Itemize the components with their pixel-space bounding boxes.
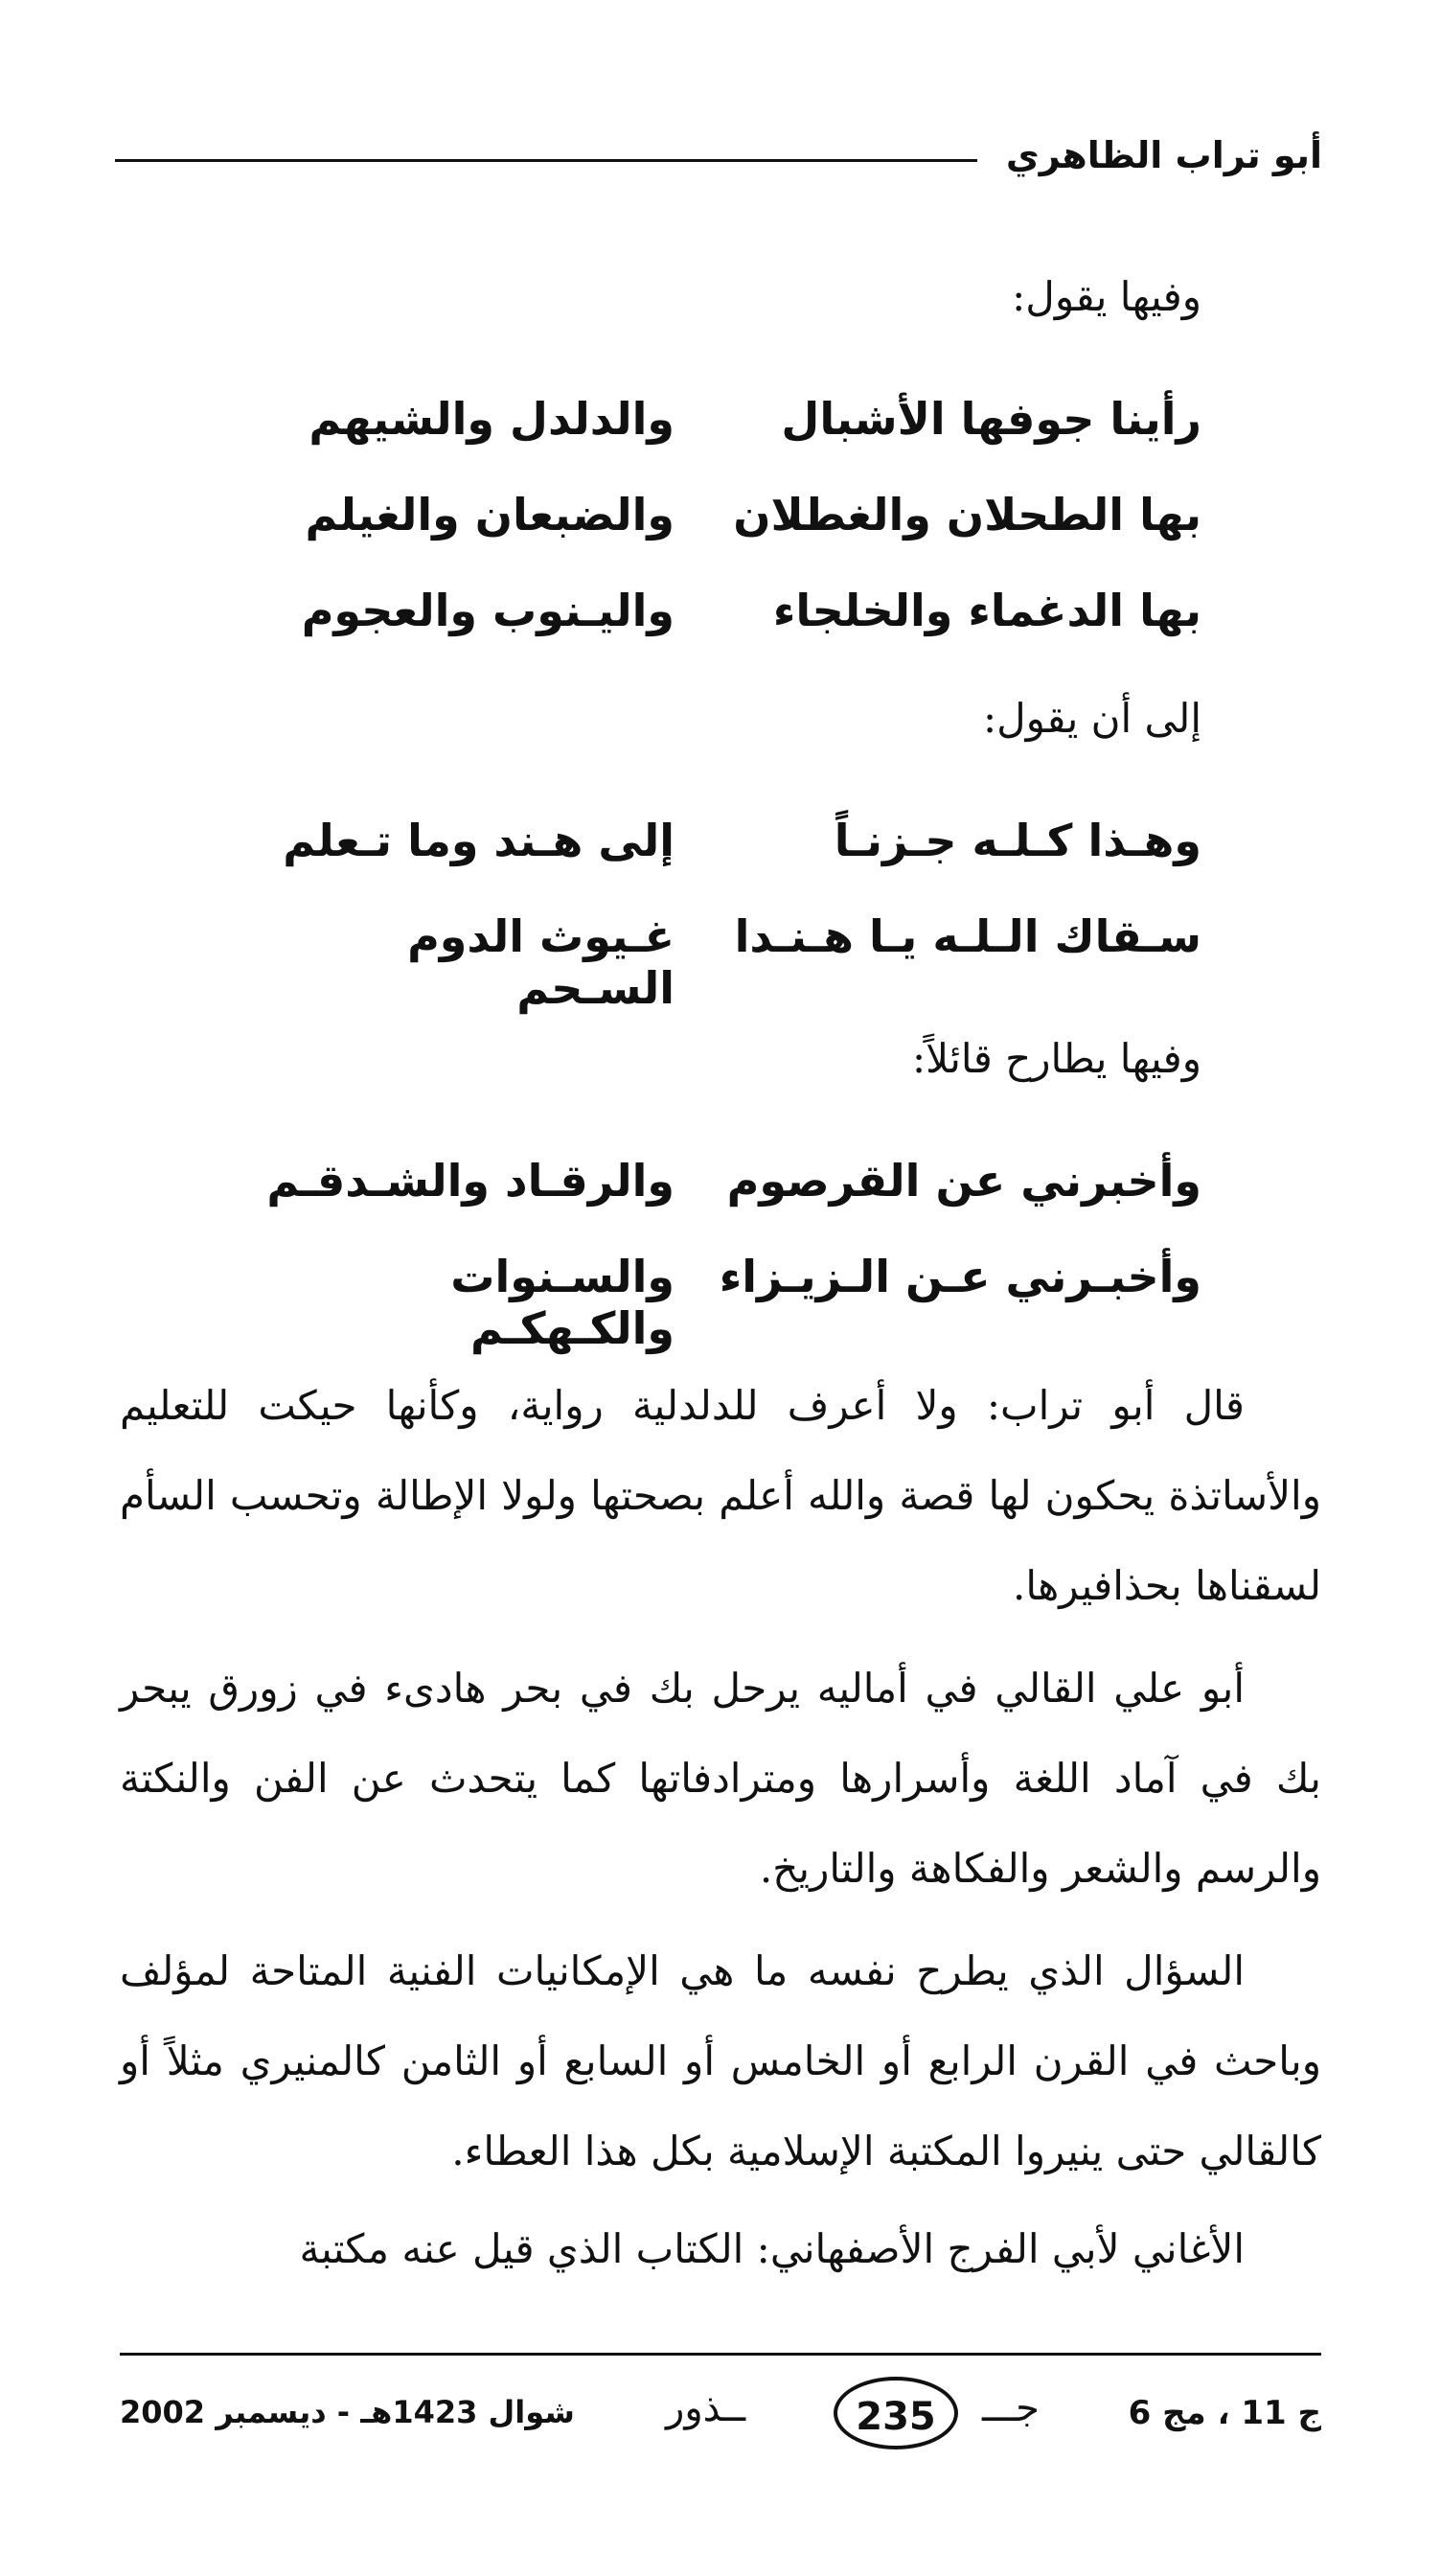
body-paragraph: قال أبو تراب: ولا أعرف للدلدلية رواية، وكأنها حيكت للتعليم والأساتذة يحكون لها قصة والله أعلم بصحتها ولولا الإطالة وتحسب السأم لسقناها بحذافيرها. [120,1382,1321,1609]
running-header [115,134,1322,192]
verse-second-hemistich: والدلدل والشيهم [309,393,675,445]
body-paragraph: السؤال الذي يطرح نفسه ما هي الإمكانيات الفنية المتاحة لمؤلف وباحث في القرن الرابع أو الخامس أو السابع أو الثامن كالمنيري مثلاً أو كالقالي حتى ينيروا المكتبة الإسلامية بكل هذا العطاء. [120,1947,1321,2174]
journal-title-start: جـــ [982,2386,1040,2430]
verse-first-hemistich: بها الطحلان والغطلان [733,489,1201,540]
body-paragraph: الأغاني لأبي الفرج الأصفهاني: الكتاب الذي قيل عنه مكتبة [299,2225,1245,2272]
footer-date: شوال 1423هـ - ديسمبر 2002 [120,2394,575,2430]
body-paragraph: أبو علي القالي في أماليه يرحل بك في بحر هادىء في زورق يبحر بك في آماد اللغة وأسرارها ومترادفاتها كما يتحدث عن الفن والنكتة والرسم والشعر والفكاهة والتاريخ. [120,1665,1321,1892]
verse-line [240,910,1201,1014]
verse-line [240,393,1201,450]
verse-first-hemistich: وأخبرني عن القرصوم [726,1155,1201,1207]
verse-second-hemistich: والضبعان والغيلم [305,489,675,540]
verse-second-hemistich: واليـنوب والعجوم [301,585,675,636]
verse-line [240,1155,1201,1212]
page-number: 235 [834,2377,958,2450]
verse-second-hemistich: والسـنوات والكـهكـم [450,1251,675,1354]
verse-line [240,585,1201,642]
running-header-author: أبو تراب الظاهري [1005,134,1322,176]
verse-second-hemistich: غـيوث الدوم السـحم [407,910,675,1014]
section-intro: إلى أن يقول: [983,695,1201,742]
verse-line [240,1251,1201,1354]
verse-first-hemistich: رأينا جوفها الأشبال [781,393,1201,445]
footer-volume: ج 11 ، مج 6 [1128,2394,1321,2432]
verse-first-hemistich: سـقاك الـلـه يـا هـنـدا [734,910,1201,962]
journal-title-end: ــذور [666,2386,746,2430]
verse-line [240,489,1201,546]
section-intro: وفيها يطارح قائلاً: [912,1035,1201,1082]
verse-line [240,815,1201,872]
verse-first-hemistich: وأخبـرني عـن الـزيـزاء [719,1251,1201,1302]
verse-first-hemistich: وهـذا كـلـه جـزنـاً [834,815,1201,866]
verse-second-hemistich: والرقـاد والشـدقـم [266,1155,675,1207]
footer-rule [120,2353,1321,2356]
header-rule [115,159,977,162]
section-intro: وفيها يقول: [1012,273,1201,320]
verse-second-hemistich: إلى هـند وما تـعلم [283,815,675,866]
verse-first-hemistich: بها الدغماء والخلجاء [772,585,1201,636]
page-footer [120,2377,1321,2463]
